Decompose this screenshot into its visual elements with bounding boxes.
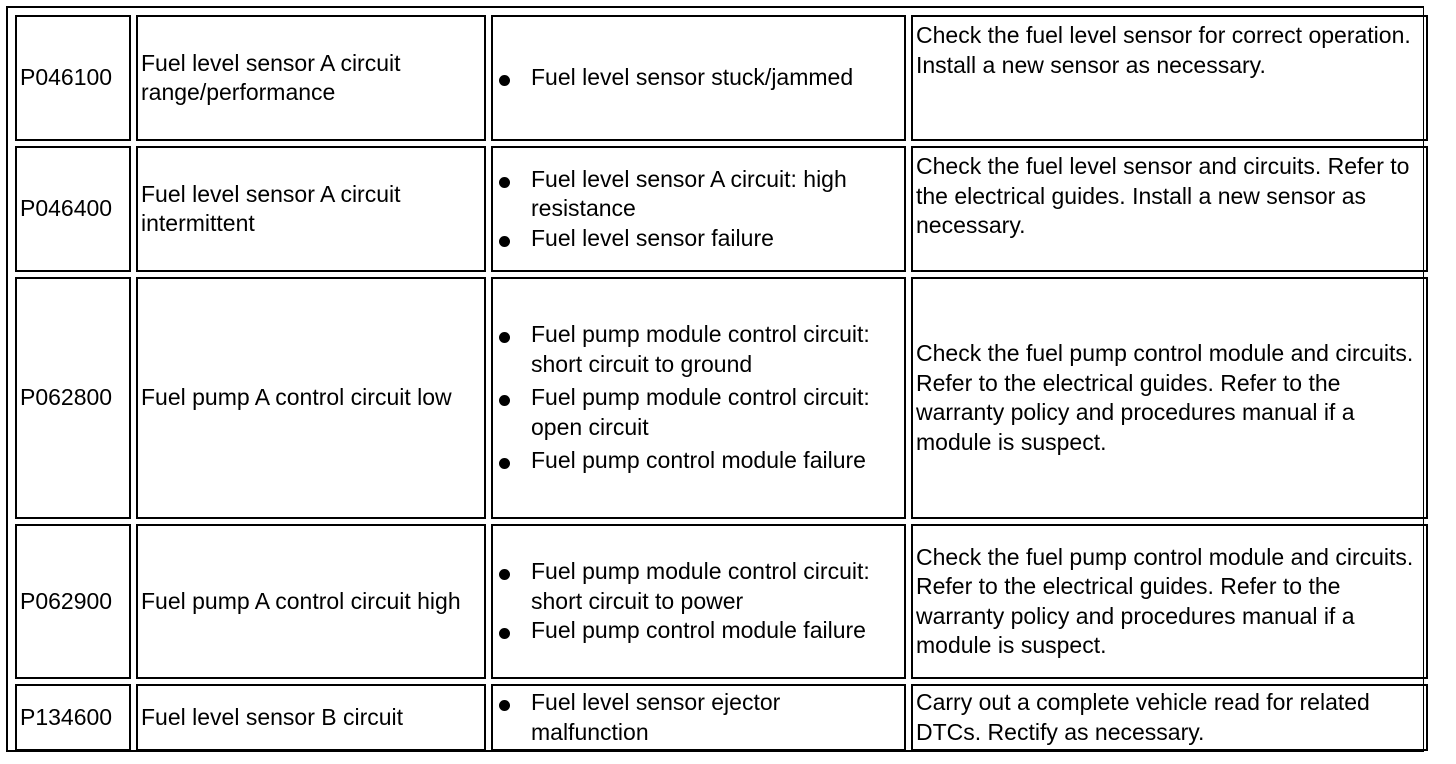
dtc-table (10, 10, 1433, 756)
action-text: Check the fuel level sensor and circuits. Refer to the electrical guides. Install a new sensor as necessary. (911, 146, 1428, 272)
cause-item: Fuel level sensor stuck/jammed (496, 63, 900, 93)
table-row (15, 15, 1428, 141)
action-text: Check the fuel level sensor for correct operation. Install a new sensor as necessary. (911, 15, 1428, 141)
possible-causes (491, 277, 906, 519)
cause-item: Fuel pump control module failure (496, 616, 900, 646)
possible-causes (491, 684, 906, 751)
causes-list (496, 557, 900, 646)
action-text: Carry out a complete vehicle read for related DTCs. Rectify as necessary. (911, 684, 1428, 751)
causes-list (496, 63, 900, 93)
dtc-code: P046100 (15, 15, 131, 141)
possible-causes (491, 15, 906, 141)
dtc-code: P062900 (15, 524, 131, 679)
cause-item: Fuel pump control module failure (496, 446, 900, 476)
table-row (15, 684, 1428, 751)
possible-causes (491, 524, 906, 679)
dtc-description: Fuel level sensor B circuit (136, 684, 486, 751)
dtc-code: P134600 (15, 684, 131, 751)
causes-list (496, 688, 900, 747)
possible-causes (491, 146, 906, 272)
cause-item: Fuel pump module control circuit: short circuit to power (496, 557, 900, 616)
action-text: Check the fuel pump control module and circuits. Refer to the electrical guides. Refer to the warranty policy and procedures manual if a module is suspect. (911, 524, 1428, 679)
dtc-description: Fuel level sensor A circuit intermittent (136, 146, 486, 272)
causes-list (496, 320, 900, 476)
action-text: Check the fuel pump control module and circuits. Refer to the electrical guides. Refer to the warranty policy and procedures manual if a module is suspect. (911, 277, 1428, 519)
table-row (15, 146, 1428, 272)
dtc-description: Fuel pump A control circuit high (136, 524, 486, 679)
table-row (15, 277, 1428, 519)
table-row (15, 524, 1428, 679)
dtc-code: P046400 (15, 146, 131, 272)
dtc-description: Fuel pump A control circuit low (136, 277, 486, 519)
dtc-code: P062800 (15, 277, 131, 519)
cause-item: Fuel level sensor A circuit: high resistance (496, 165, 900, 224)
cause-item: Fuel pump module control circuit: short circuit to ground (496, 320, 900, 379)
cause-item: Fuel pump module control circuit: open circuit (496, 383, 900, 442)
cause-item: Fuel level sensor failure (496, 224, 900, 254)
causes-list (496, 165, 900, 254)
cause-item: Fuel level sensor ejector malfunction (496, 688, 900, 747)
dtc-description: Fuel level sensor A circuit range/performance (136, 15, 486, 141)
